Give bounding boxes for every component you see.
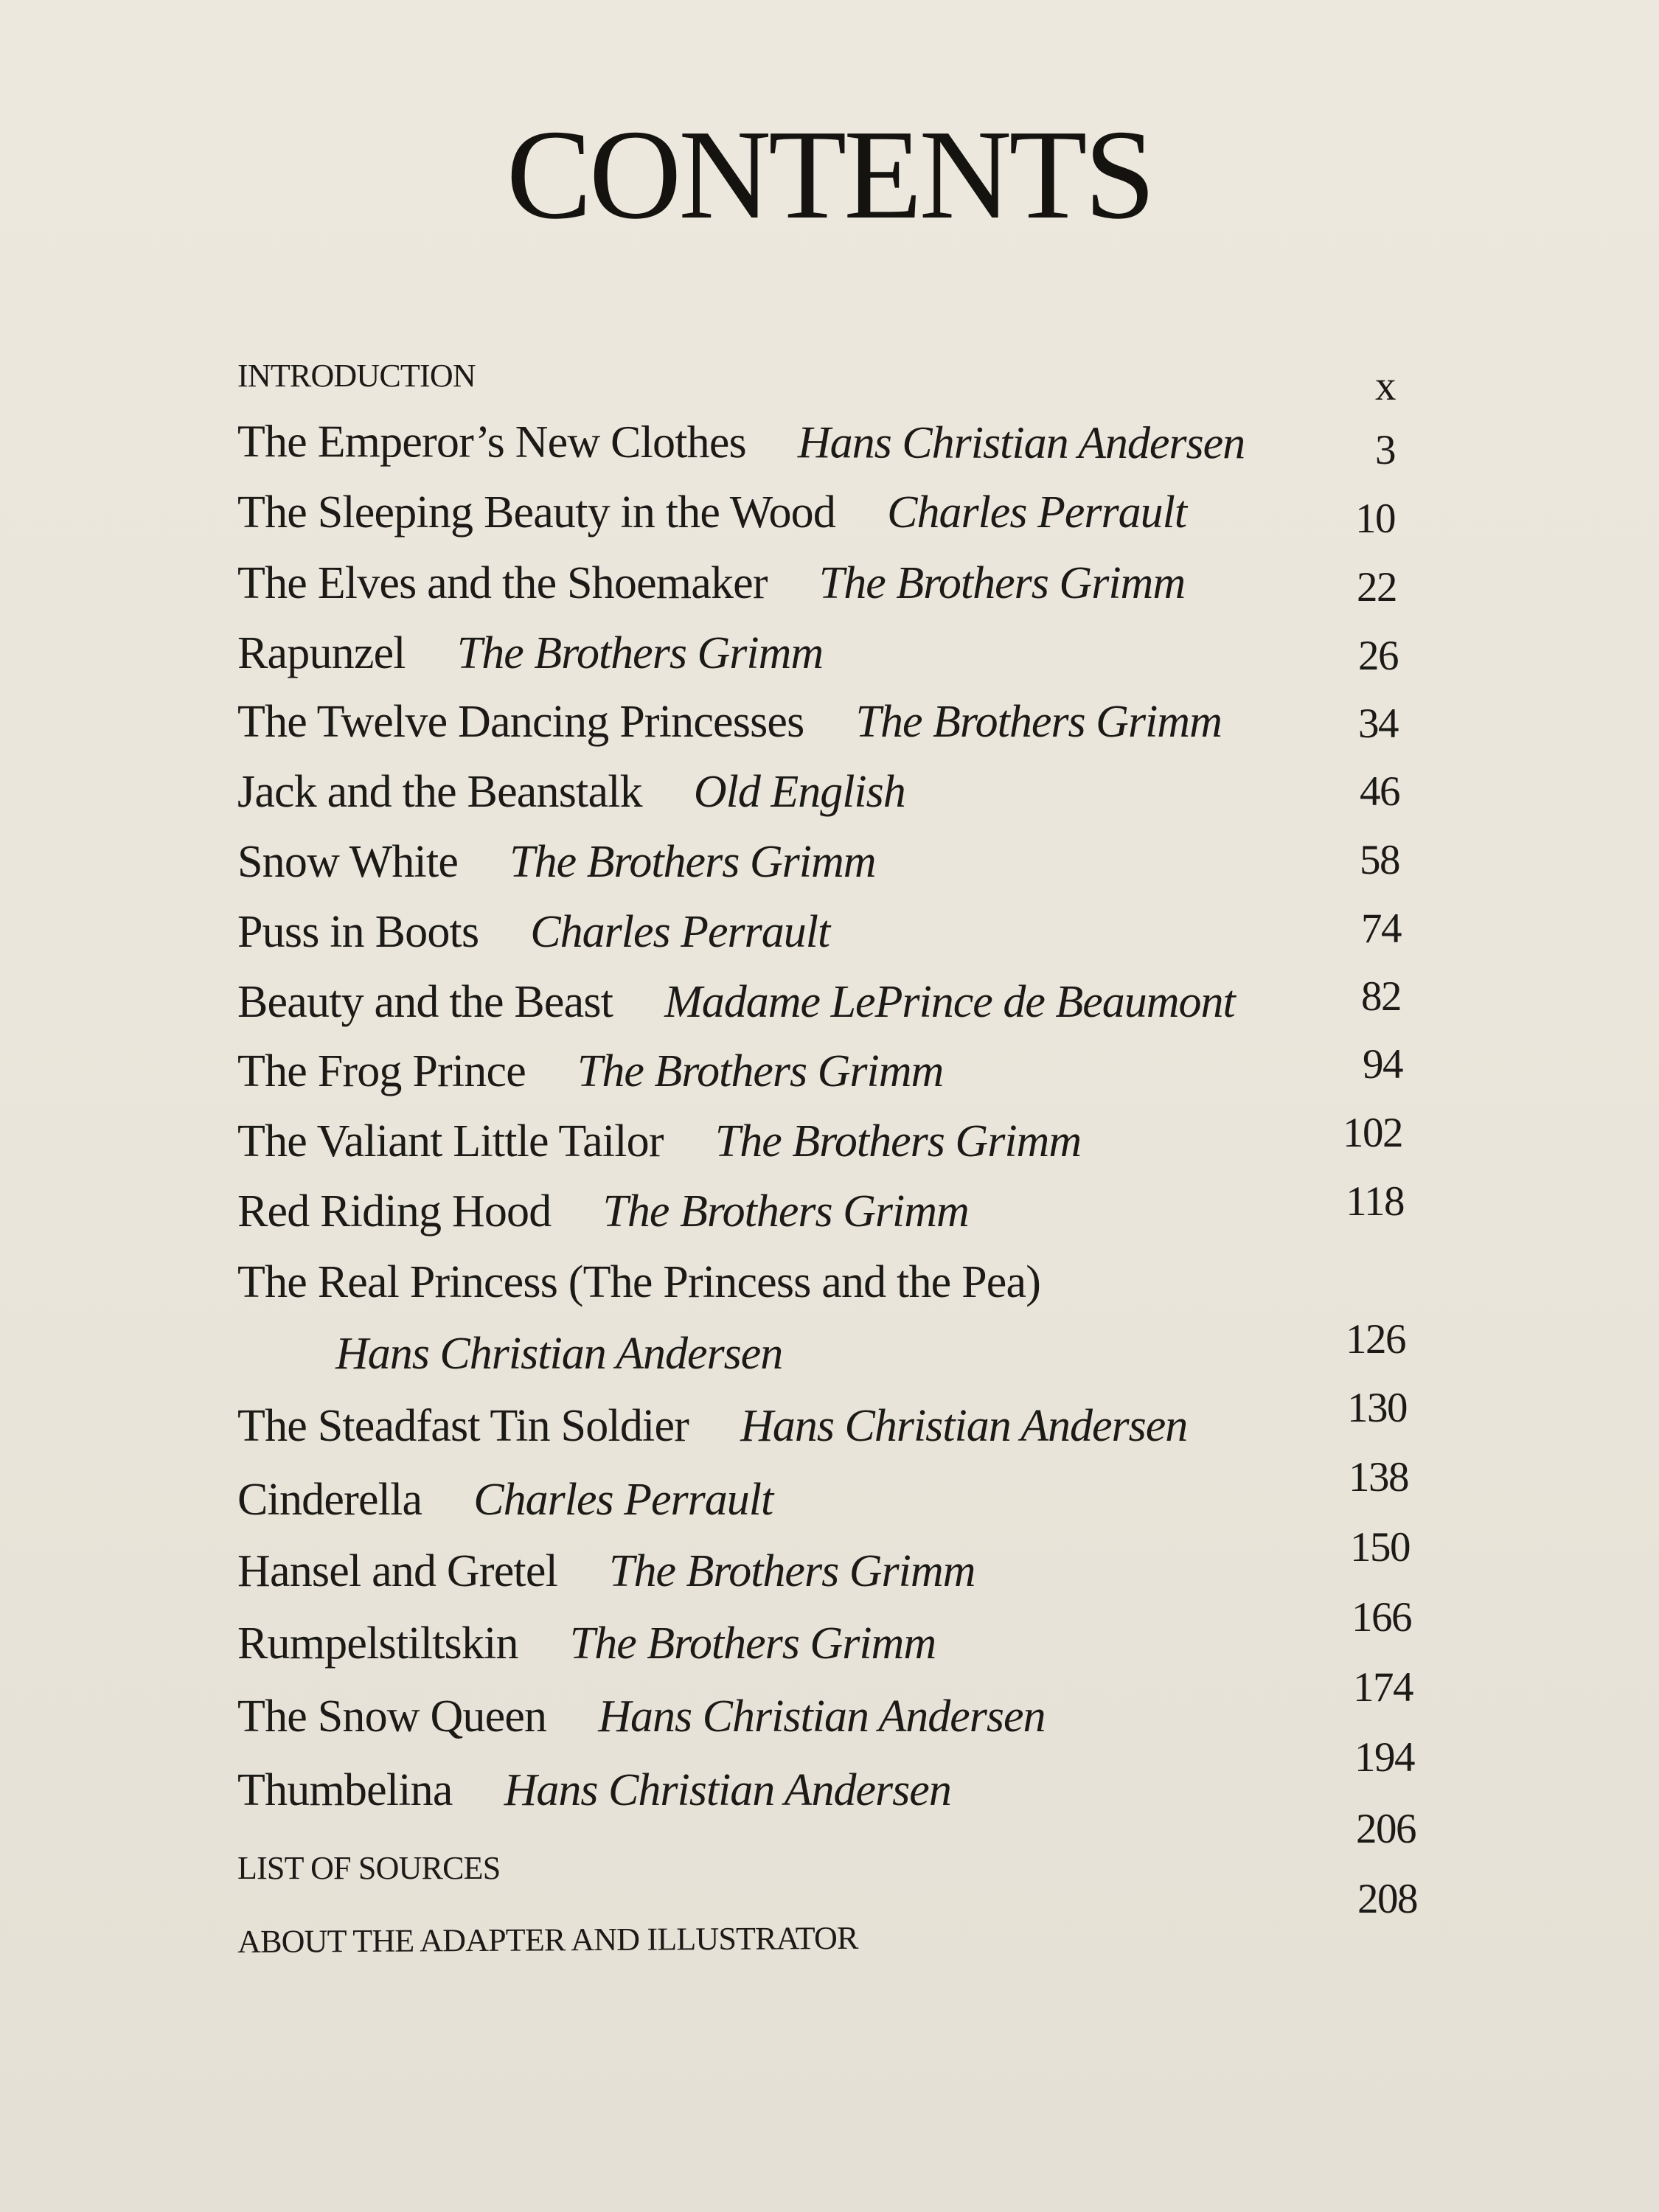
toc-page-number: 102 — [1343, 1110, 1402, 1156]
toc-entry-author: The Brothers Grimm — [602, 1186, 969, 1237]
toc-entry — [237, 1548, 1417, 1594]
toc-entry-title: The Twelve Dancing Princesses — [237, 697, 804, 747]
toc-entry — [237, 905, 1417, 957]
toc-page-number: 26 — [1358, 633, 1398, 679]
toc-page-number: 130 — [1347, 1385, 1407, 1431]
toc-page-number: 46 — [1360, 768, 1399, 815]
toc-entry-title: The Sleeping Beauty in the Wood — [237, 487, 836, 538]
toc-page-number: 138 — [1349, 1454, 1408, 1500]
toc-entry-title: Rapunzel — [237, 628, 406, 678]
toc-entry-title: Snow White — [237, 837, 459, 887]
toc-entry — [237, 1477, 1417, 1523]
toc-entry — [237, 487, 1417, 538]
toc-entry-title: The Snow Queen — [237, 1691, 547, 1742]
toc-entry — [237, 1403, 1417, 1449]
toc-entry-author: The Brothers Grimm — [609, 1546, 975, 1596]
toc-entry — [237, 628, 1417, 679]
toc-entry — [237, 1691, 1417, 1742]
toc-entry — [237, 1259, 1417, 1305]
toc-page-number: 208 — [1357, 1876, 1417, 1922]
toc-entry-author: The Brothers Grimm — [855, 697, 1222, 747]
toc-entry-title: Beauty and the Beast — [237, 977, 613, 1027]
toc-entry — [237, 979, 1417, 1025]
toc-entry-author: The Brothers Grimm — [818, 558, 1186, 608]
toc-entry-title: Thumbelina — [237, 1765, 453, 1815]
toc-page-number: 166 — [1352, 1594, 1411, 1641]
toc-entry-author: Hans Christian Andersen — [504, 1765, 951, 1815]
toc-entry-author: The Brothers Grimm — [569, 1618, 936, 1669]
toc-entry-author: Hans Christian Andersen — [797, 417, 1245, 469]
toc-entry-title: LIST OF SOURCES — [237, 1850, 501, 1886]
toc-page-number: 150 — [1350, 1524, 1410, 1571]
toc-entry-list-of-sources — [237, 1852, 1417, 1885]
toc-entry-title: The Valiant Little Tailor — [237, 1116, 664, 1166]
toc-page-number: 3 — [1375, 427, 1395, 473]
toc-entry — [237, 419, 1417, 467]
toc-page-number: 94 — [1363, 1041, 1402, 1088]
toc-entry-about-adapter — [237, 1919, 1417, 1958]
toc-page-number: 194 — [1354, 1734, 1414, 1781]
toc-entry — [237, 1618, 1417, 1669]
toc-entry — [237, 1767, 1417, 1813]
toc-entry — [237, 1048, 1417, 1094]
toc-entry-title: The Steadfast Tin Soldier — [237, 1401, 689, 1451]
toc-entry-title: Red Riding Hood — [237, 1186, 552, 1237]
toc-page-number: 206 — [1356, 1806, 1416, 1852]
toc-entry-author: Hans Christian Andersen — [740, 1401, 1188, 1451]
toc-entry-author: Charles Perrault — [530, 907, 830, 957]
toc-entry-author: Hans Christian Andersen — [598, 1691, 1046, 1742]
toc-page-number: 82 — [1361, 973, 1401, 1020]
toc-page-number: 34 — [1358, 700, 1398, 747]
toc-entry-title: Cinderella — [237, 1475, 422, 1525]
toc-entry-author: The Brothers Grimm — [577, 1046, 944, 1096]
toc-entry-title: Hansel and Gretel — [237, 1546, 557, 1596]
toc-entry — [237, 1186, 1417, 1237]
toc-entry-title: INTRODUCTION — [237, 358, 476, 394]
toc-entry — [237, 769, 1417, 815]
toc-entry-author: The Brothers Grimm — [714, 1116, 1082, 1166]
toc-entry — [237, 839, 1417, 885]
toc-entry-author: Madame LePrince de Beaumont — [664, 977, 1235, 1027]
toc-entry-author: The Brothers Grimm — [456, 628, 824, 678]
toc-page-number: 74 — [1361, 905, 1401, 952]
toc-entry-title: The Elves and the Shoemaker — [237, 558, 768, 608]
toc-page-number: 174 — [1353, 1664, 1413, 1711]
toc-entry-author: Hans Christian Andersen — [335, 1329, 783, 1379]
toc-entry-author: Charles Perrault — [473, 1475, 773, 1525]
toc-entry-title: Puss in Boots — [237, 907, 479, 957]
toc-entry — [237, 699, 1417, 745]
toc-page-number: 118 — [1346, 1178, 1404, 1225]
toc-entry-author: Charles Perrault — [887, 487, 1187, 538]
toc-entry-title: Jack and the Beanstalk — [237, 767, 642, 817]
toc-page-number: 22 — [1357, 564, 1397, 611]
toc-entry-title: Rumpelstiltskin — [237, 1618, 518, 1669]
toc-entry — [237, 558, 1417, 611]
toc-entry-introduction — [237, 360, 1417, 392]
toc-entry-title: The Real Princess (The Princess and the Pea) — [237, 1257, 1041, 1307]
toc-page-number: 58 — [1360, 837, 1399, 883]
toc-page-number: x — [1375, 363, 1395, 409]
toc-entry-title: The Frog Prince — [237, 1046, 526, 1096]
toc-entry-author: Old English — [693, 767, 905, 817]
page-title: CONTENTS — [506, 103, 1153, 246]
toc-page-number: 126 — [1346, 1316, 1405, 1363]
toc-entry-title: The Emperor’s New Clothes — [237, 417, 746, 468]
toc-entry — [237, 1116, 1417, 1166]
toc-entry-author: The Brothers Grimm — [509, 837, 876, 887]
toc-page-number: 10 — [1355, 495, 1395, 542]
toc-entry-title: ABOUT THE ADAPTER AND ILLUSTRATOR — [237, 1919, 858, 1960]
